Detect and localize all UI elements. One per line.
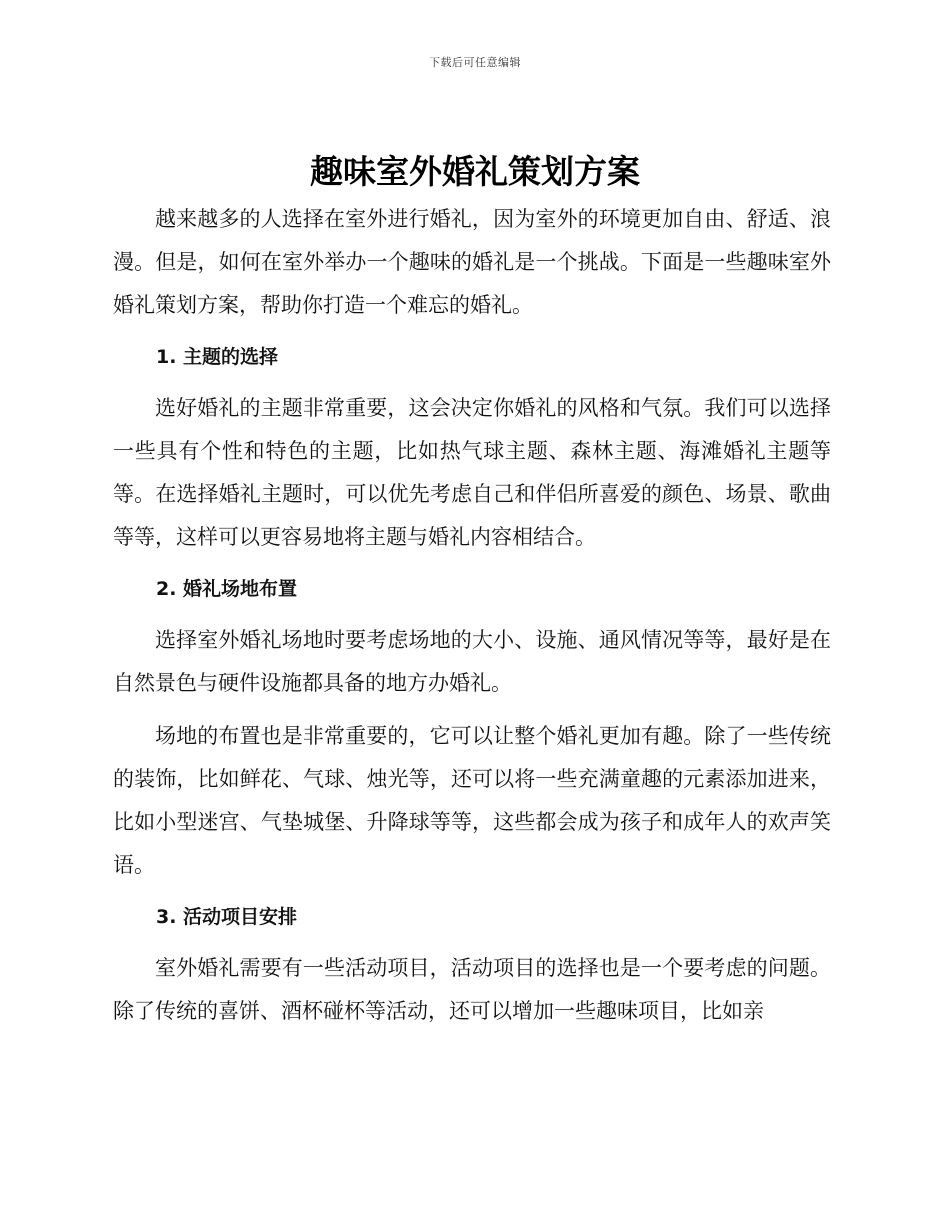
intro-paragraph: 越来越多的人选择在室外进行婚礼，因为室外的环境更加自由、舒适、浪漫。但是，如何在室外举办一个趣味的婚礼是一个挑战。下面是一些趣味室外婚礼策划方案，帮助你打造一个难忘的婚礼。	[113, 207, 831, 317]
section-heading-activities: 3. 活动项目安排	[156, 906, 298, 928]
section-heading-venue: 2. 婚礼场地布置	[156, 578, 298, 600]
section-paragraph: 选好婚礼的主题非常重要，这会决定你婚礼的风格和气氛。我们可以选择一些具有个性和特色的主题，比如热气球主题、森林主题、海滩婚礼主题等等。在选择婚礼主题时，可以优先考虑自己和伴侣所喜爱的颜色、场景、歌曲等等，这样可以更容易地将主题与婚礼内容相结合。	[113, 396, 831, 549]
section-paragraph: 选择室外婚礼场地时要考虑场地的大小、设施、通风情况等等，最好是在自然景色与硬件设施都具备的地方办婚礼。	[113, 628, 831, 695]
page-title: 趣味室外婚礼策划方案	[310, 152, 640, 191]
header-note: 下载后可任意编辑	[429, 56, 521, 69]
document-body	[113, 198, 831, 1033]
section-paragraph: 场地的布置也是非常重要的，它可以让整个婚礼更加有趣。除了一些传统的装饰，比如鲜花、气球、烛光等，还可以将一些充满童趣的元素添加进来，比如小型迷宫、气垫城堡、升降球等等，这些都会成为孩子和成年人的欢声笑语。	[113, 724, 831, 877]
section-heading-theme: 1. 主题的选择	[156, 346, 279, 368]
section-paragraph: 室外婚礼需要有一些活动项目，活动项目的选择也是一个要考虑的问题。除了传统的喜饼、酒杯碰杯等活动，还可以增加一些趣味项目，比如亲	[113, 956, 831, 1023]
